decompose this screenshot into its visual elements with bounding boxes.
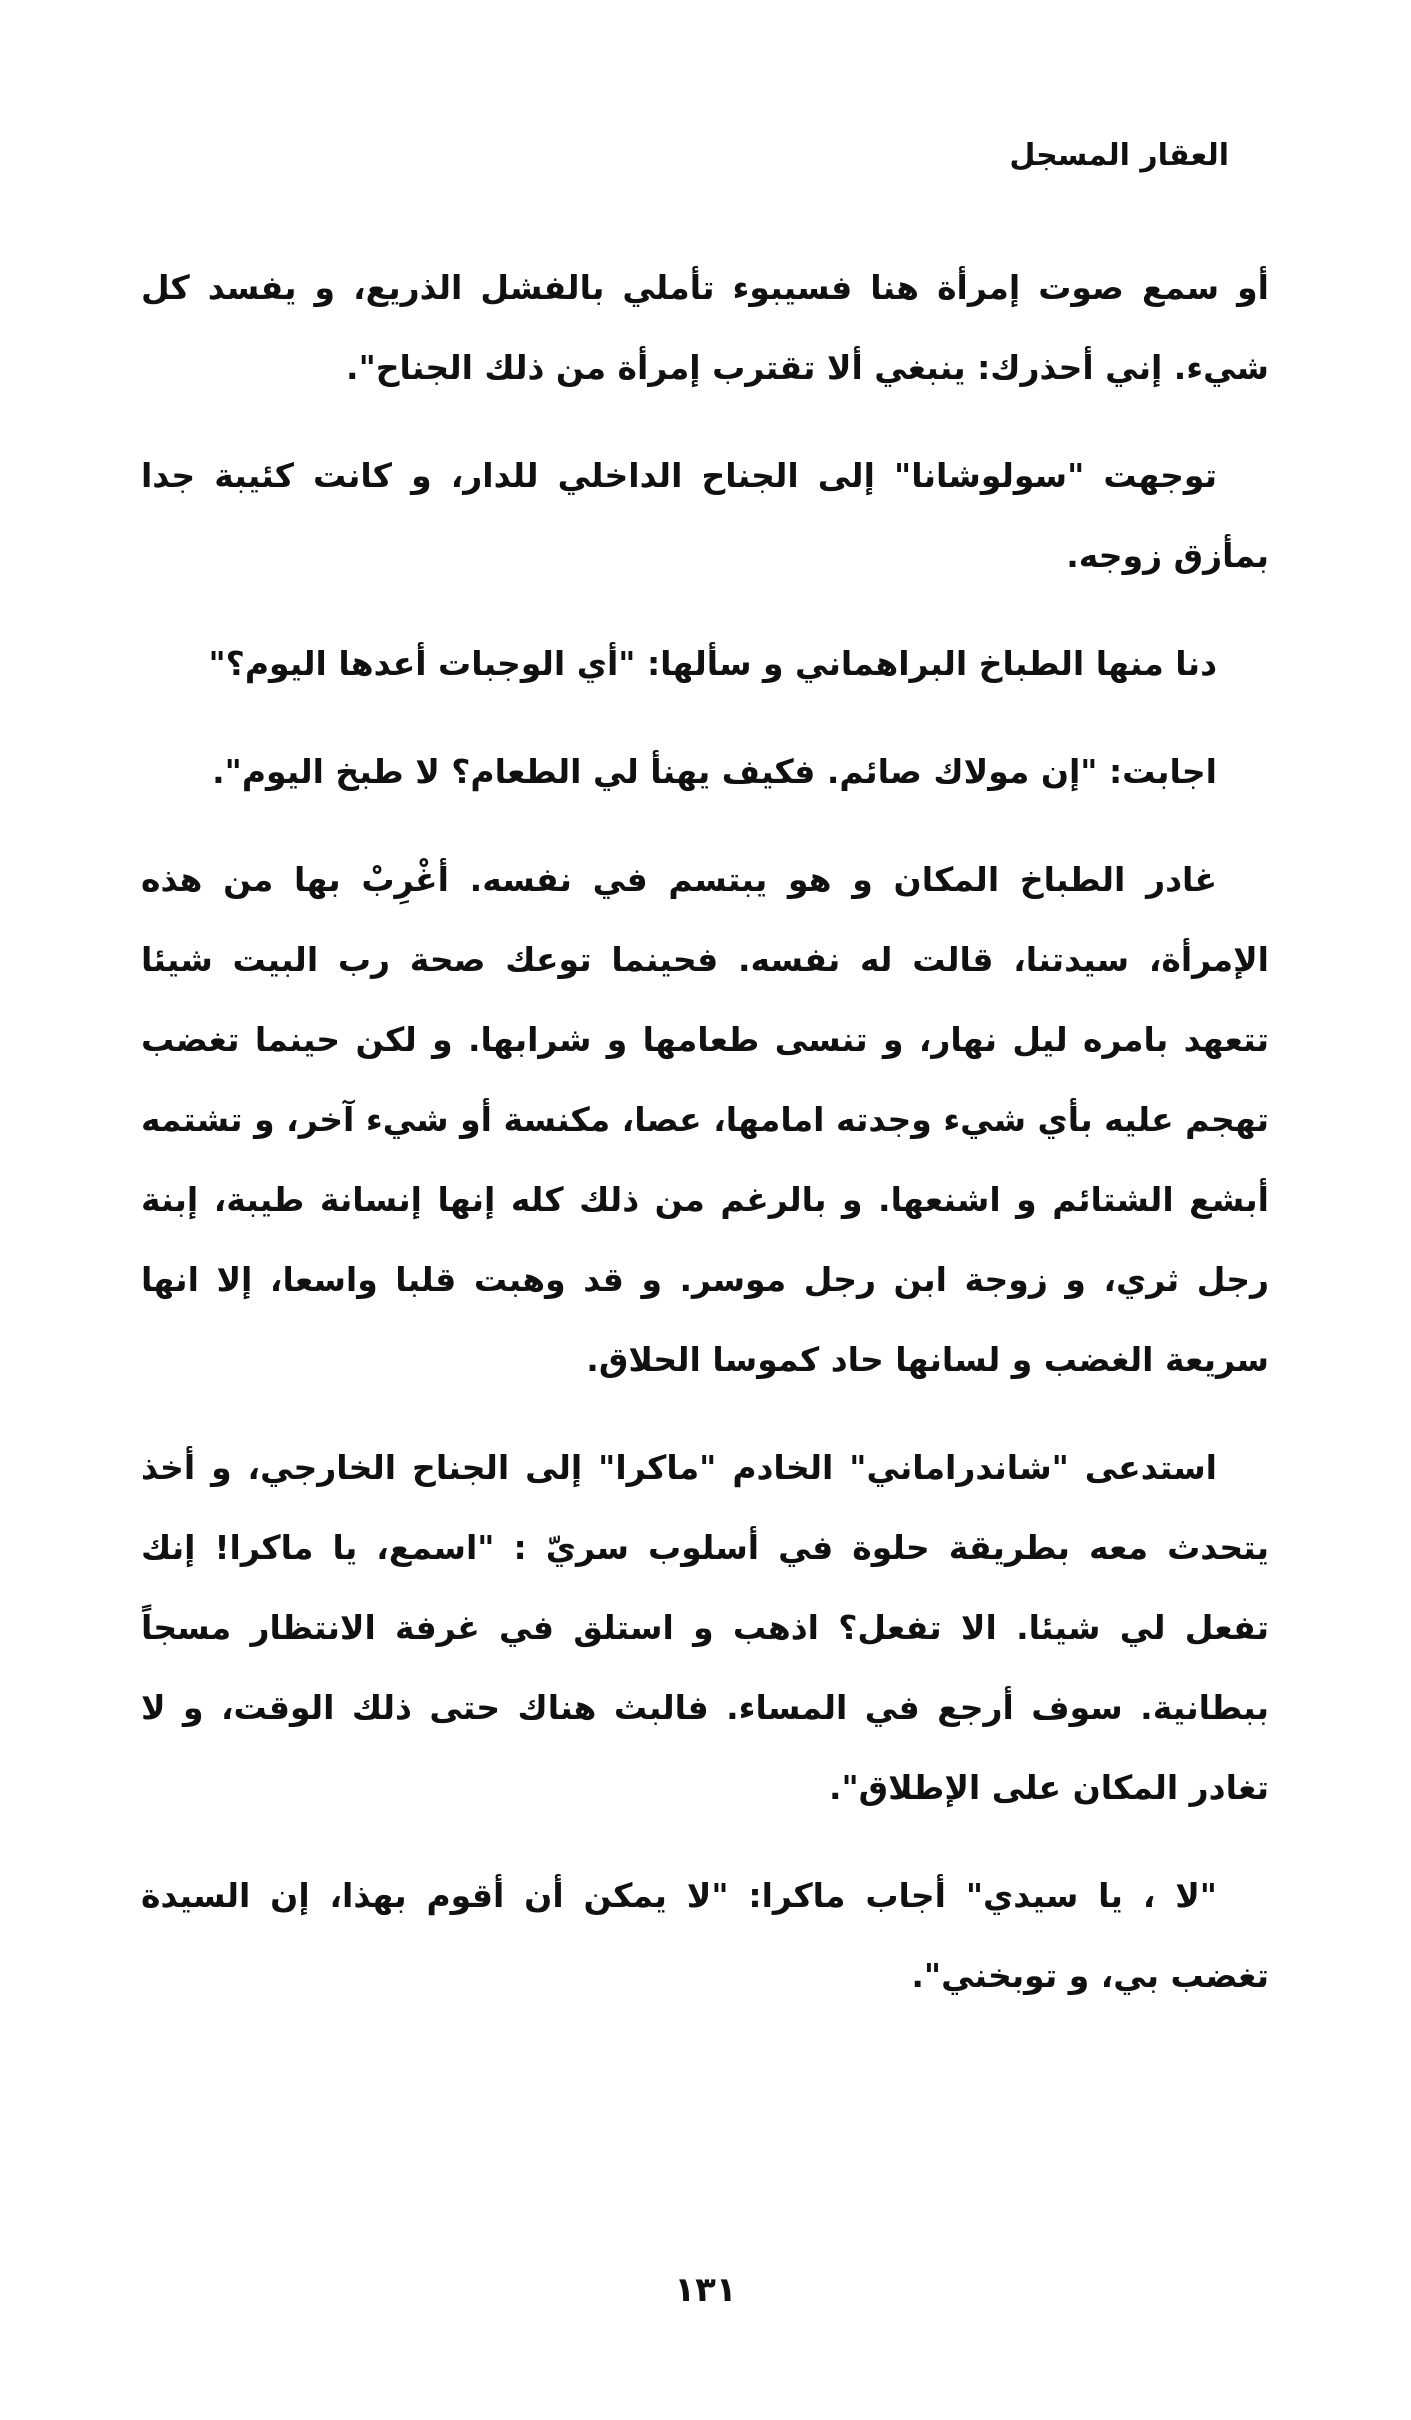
paragraph-2: توجهت "سولوشانا" إلى الجناح الداخلي للدار، و كانت كئيبة جدا بمأزق زوجه. [141,456,1269,575]
running-title: العقار المسجل [1009,138,1229,173]
paragraph-7: "لا ، يا سيدي" أجاب ماكرا: "لا يمكن أن أقوم بهذا، إن السيدة تغضب بي، و توبخني". [141,1876,1269,1995]
paragraph-4: اجابت: "إن مولاك صائم. فكيف يهنأ لي الطعام؟ لا طبخ اليوم". [212,752,1217,791]
paragraph-6: استدعى "شاندراماني" الخادم "ماكرا" إلى الجناح الخارجي، و أخذ يتحدث معه بطريقة حلوة في أسلوب سريّ : "اسمع، يا ماكرا! إنك تفعل لي شيئا. الا تفعل؟ اذهب و استلق في غرفة الانتظار مسجاً ببطانية. سوف أرجع في المساء. فالبث هناك حتى ذلك الوقت، و لا تغادر المكان على الإطلاق". [141,1448,1269,1807]
paragraph-5: غادر الطباخ المكان و هو يبتسم في نفسه. أغْرِبْ بها من هذه الإمرأة، سيدتنا، قالت له نفسه. فحينما توعك صحة رب البيت شيئا تتعهد بامره ليل نهار، و تنسى طعامها و شرابها. و لكن حينما تغضب تهجم عليه بأي شيء وجدته امامها، عصا، مكنسة أو شيء آخر، و تشتمه أبشع الشتائم و اشنعها. و بالرغم من ذلك كله إنها إنسانة طيبة، إبنة رجل ثري، و زوجة ابن رجل موسر. و قد وهبت قلبا واسعا، إلا انها سريعة الغضب و لسانها حاد كموسا الحلاق. [141,860,1269,1379]
paragraph-3: دنا منها الطباخ البراهماني و سألها: "أي الوجبات أعدها اليوم؟" [208,644,1217,683]
paragraph-1: أو سمع صوت إمرأة هنا فسيبوء تأملي بالفشل الذريع، و يفسد كل شيء. إني أحذرك: ينبغي ألا تقترب إمرأة من ذلك الجناح". [141,268,1269,387]
page-body [141,248,1269,2044]
page-number: ١٣١ [674,2270,737,2310]
